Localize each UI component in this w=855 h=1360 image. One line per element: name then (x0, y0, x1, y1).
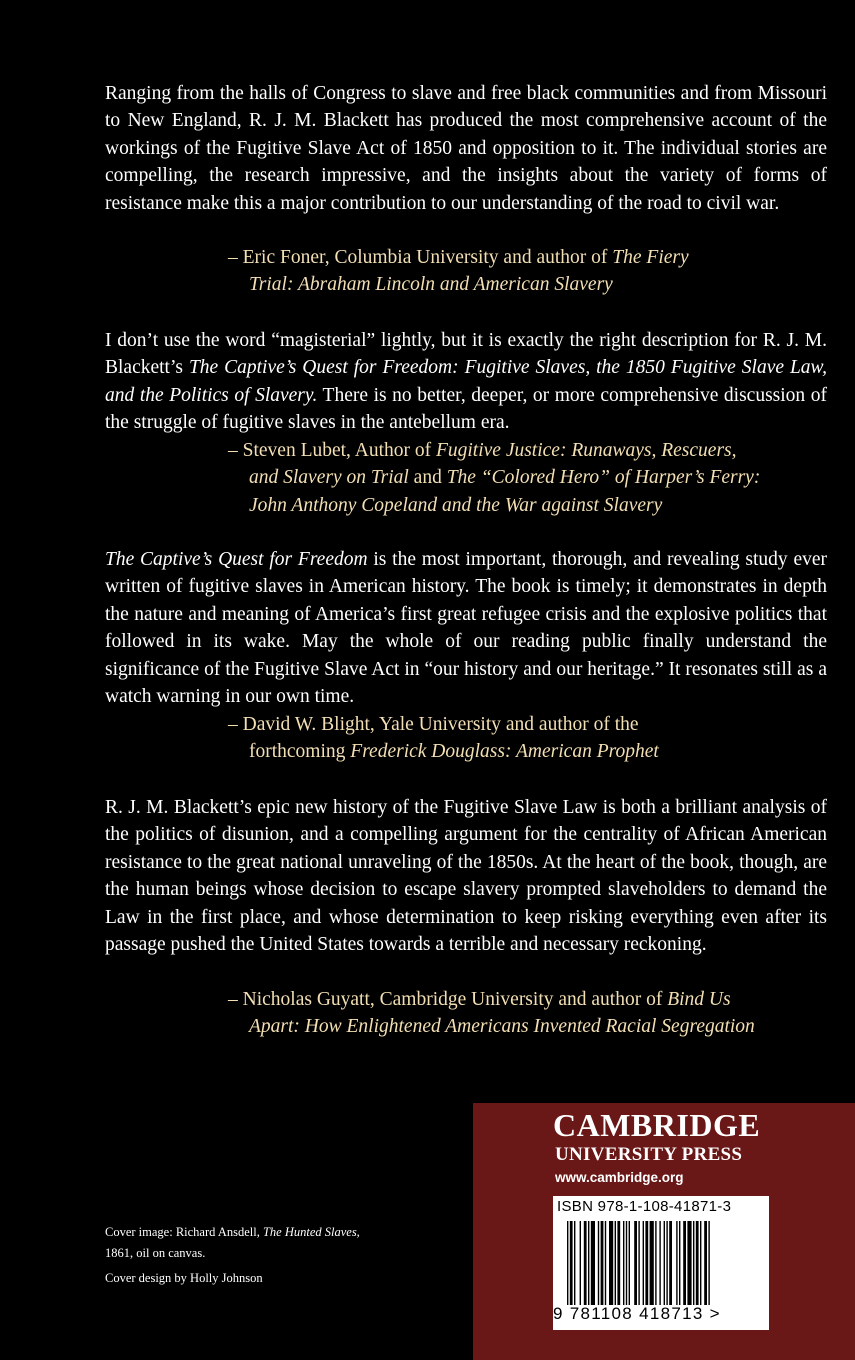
book-title: The “Colored Hero” of Harper’s Ferry: (446, 467, 761, 489)
endorsement-attribution-blight (228, 711, 828, 766)
barcode-bar (708, 1221, 709, 1305)
isbn-label: ISBN 978-1-108-41871-3 (557, 1198, 732, 1215)
barcode-bar (567, 1221, 568, 1305)
barcode-bar (623, 1221, 624, 1305)
book-title: Apart: How Enlightened Americans Invented Racial Segregation (249, 1016, 755, 1038)
barcode-bar (634, 1221, 637, 1305)
barcode-bar (591, 1221, 595, 1305)
barcode-bar (609, 1221, 613, 1305)
endorsement-quote-blight (105, 546, 827, 710)
publisher-url: www.cambridge.org (555, 1170, 684, 1185)
barcode-bar (700, 1221, 701, 1305)
book-title: Bind Us (667, 989, 731, 1010)
barcode-bar (655, 1221, 656, 1305)
endorsement-attribution-foner (228, 244, 828, 299)
attribution-text: – Nicholas Guyatt, Cambridge University and author of (228, 989, 668, 1010)
book-title: and Slavery on Trial (249, 467, 409, 489)
barcode-bar (598, 1221, 599, 1305)
quote-text: is the most important, thorough, and revealing study ever written of fugitive slaves in American history. The book is timely; it demonstrates in depth the nature and meaning of America’s first great refugee crisis and the explosive politics that followed in its wake. May the whole of our reading public finally understand the significance of the Fugitive Slave Act in “our history and our heritage.” It resonates still as a watch warning in our own time. (105, 549, 827, 708)
attribution-text: and (408, 467, 447, 489)
barcode-bar (588, 1221, 589, 1305)
cover-image-credit (105, 1222, 360, 1264)
endorsement-quote-guyatt (105, 794, 827, 958)
book-title: Fugitive Justice: Runaways, Rescuers, (435, 440, 737, 461)
barcode-bar (693, 1221, 694, 1305)
barcode-bar (669, 1221, 672, 1305)
barcode-bar (574, 1221, 575, 1305)
quote-text: There is no better, deeper, or more comprehensive discussion of the struggle of fugitive slaves in the antebellum era. (105, 384, 827, 434)
attribution-text: – Steven Lubet, Author of (228, 440, 436, 461)
book-title: The Captive’s Quest for Freedom: Fugitive Slaves, the 1850 Fugitive Slave Law, and the Politics of Slavery. (105, 357, 827, 406)
barcode-bar (659, 1221, 660, 1305)
barcode-bar (629, 1221, 630, 1305)
barcode-bar (679, 1221, 680, 1305)
barcode-bar (666, 1221, 667, 1305)
credit-text: Cover image: Richard Ansdell, (105, 1225, 263, 1239)
barcode-bar (638, 1221, 639, 1305)
book-title: John Anthony Copeland and the War against Slavery (249, 494, 663, 516)
cover-design-credit (105, 1268, 263, 1289)
attribution-text: – Eric Foner, Columbia University and author of (228, 247, 613, 268)
barcode-bar (650, 1221, 654, 1305)
barcode-bar (617, 1221, 620, 1305)
painting-title: The Hunted Slaves, (262, 1225, 360, 1239)
barcode-panel (553, 1196, 769, 1330)
barcode-bar (664, 1221, 665, 1305)
barcode-bar (696, 1221, 699, 1305)
quote-text: I don’t use the word “magisterial” lightly, but it is exactly the right description for R. J. M. Blackett’s (105, 330, 827, 379)
attribution-text: forthcoming (249, 741, 351, 763)
attribution-text: – David W. Blight, Yale University and author of the (228, 714, 639, 735)
book-title: The Fiery (612, 247, 689, 268)
barcode-digits: 9 781108 418713 > (553, 1304, 721, 1323)
endorsement-quote-foner (105, 80, 827, 217)
barcode-bar (615, 1221, 616, 1305)
credit-text: 1861, oil on canvas. (105, 1246, 206, 1260)
barcode-bar (584, 1221, 587, 1305)
barcode-bar (704, 1221, 707, 1305)
barcode-bar (580, 1221, 581, 1305)
barcode-bar (683, 1221, 686, 1305)
book-title: Trial: Abraham Lincoln and American Slavery (249, 274, 613, 296)
barcode-bar (645, 1221, 648, 1305)
credit-text: Cover design by Holly Johnson (105, 1271, 263, 1285)
endorsement-attribution-lubet (228, 437, 828, 519)
publisher-name: CAMBRIDGE (553, 1107, 761, 1143)
quote-text: Ranging from the halls of Congress to slave and free black communities and from Missouri to New England, R. J. M. Blackett has produced the most comprehensive account of the workings of the Fugitive Slave Act of 1850 and opposition to it. The individual stories are compelling, the research impressive, and the insights about the variety of forms of resistance make this a major contribution to our understanding of the road to civil war. (105, 83, 827, 214)
endorsement-attribution-guyatt (228, 986, 828, 1041)
publisher-subname: UNIVERSITY PRESS (555, 1144, 743, 1165)
book-title: Frederick Douglass: American Prophet (350, 741, 659, 763)
book-title: The Captive’s Quest for Freedom (105, 549, 368, 570)
endorsement-quote-lubet (105, 327, 827, 437)
barcode-bar (687, 1221, 691, 1305)
barcode-bar (626, 1221, 627, 1305)
barcode-bar (601, 1221, 604, 1305)
barcode-bar (676, 1221, 677, 1305)
publisher-block (473, 1103, 855, 1360)
quote-text: R. J. M. Blackett’s epic new history of the Fugitive Slave Law is both a brilliant analysis of the politics of disunion, and a compelling argument for the centrality of African American resistance to the great national unraveling of the 1850s. At the heart of the book, though, are the human beings whose decision to escape slavery prompted slaveholders to demand the Law in the first place, and whose determination to keep risking everything even after its passage pushed the United States towards a terrible and necessary reckoning. (105, 797, 827, 956)
barcode-bar (605, 1221, 606, 1305)
barcode-bar (643, 1221, 644, 1305)
barcode-bar (570, 1221, 573, 1305)
barcode-icon (567, 1221, 757, 1305)
